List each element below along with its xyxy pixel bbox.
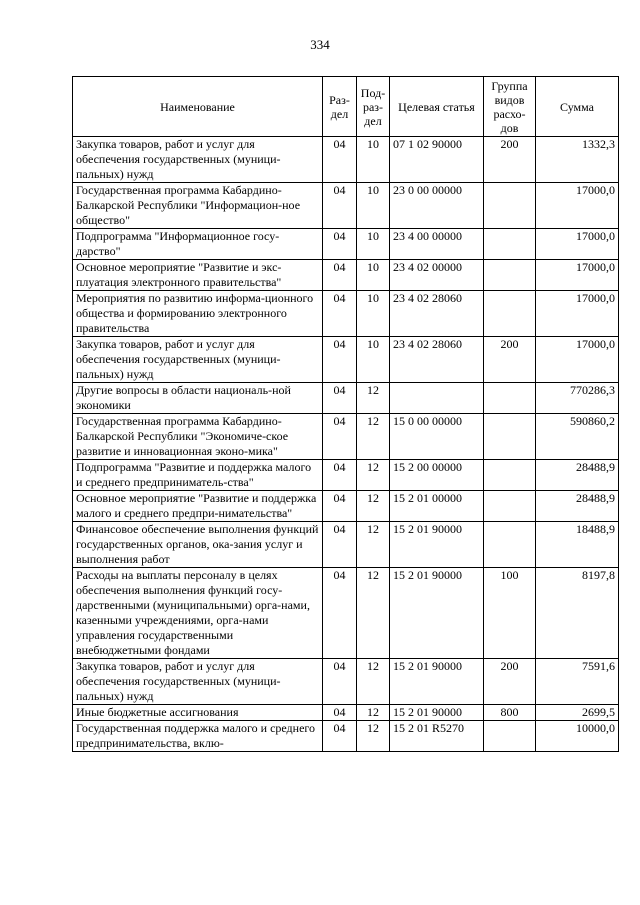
cell-subsection: 10 — [357, 229, 390, 260]
cell-article: 15 2 01 R5270 — [390, 721, 484, 752]
table-row — [73, 383, 619, 414]
cell-amount: 2699,5 — [536, 705, 619, 721]
cell-subsection: 12 — [357, 491, 390, 522]
cell-name: Государственная программа Кабардино-Балкарской Республики "Экономиче-ское развитие и инновационная эконо-мика" — [73, 414, 323, 460]
cell-article: 07 1 02 90000 — [390, 137, 484, 183]
header-name: Наименование — [73, 77, 323, 137]
cell-subsection: 10 — [357, 337, 390, 383]
cell-section: 04 — [323, 291, 357, 337]
cell-article — [390, 383, 484, 414]
cell-group — [484, 383, 536, 414]
cell-name: Государственная программа Кабардино-Балкарской Республики "Информацион-ное общество" — [73, 183, 323, 229]
cell-name: Закупка товаров, работ и услуг для обеспечения государственных (муници-пальных) нужд — [73, 337, 323, 383]
cell-article: 15 0 00 00000 — [390, 414, 484, 460]
header-section: Раз-дел — [323, 77, 357, 137]
budget-table — [72, 76, 619, 752]
cell-name: Иные бюджетные ассигнования — [73, 705, 323, 721]
cell-subsection: 12 — [357, 568, 390, 659]
header-target-article: Целевая статья — [390, 77, 484, 137]
cell-section: 04 — [323, 383, 357, 414]
cell-amount: 770286,3 — [536, 383, 619, 414]
cell-section: 04 — [323, 137, 357, 183]
cell-section: 04 — [323, 491, 357, 522]
cell-amount: 17000,0 — [536, 229, 619, 260]
cell-amount: 28488,9 — [536, 491, 619, 522]
cell-name: Подпрограмма "Информационное госу-дарство" — [73, 229, 323, 260]
cell-group: 800 — [484, 705, 536, 721]
cell-group: 200 — [484, 137, 536, 183]
cell-group — [484, 183, 536, 229]
cell-subsection: 12 — [357, 383, 390, 414]
cell-amount: 17000,0 — [536, 183, 619, 229]
cell-group — [484, 260, 536, 291]
cell-section: 04 — [323, 229, 357, 260]
cell-amount: 28488,9 — [536, 460, 619, 491]
cell-subsection: 10 — [357, 137, 390, 183]
cell-amount: 17000,0 — [536, 337, 619, 383]
cell-amount: 17000,0 — [536, 291, 619, 337]
cell-name: Другие вопросы в области националь-ной экономики — [73, 383, 323, 414]
cell-name: Основное мероприятие "Развитие и поддержка малого и среднего предпри-нимательства" — [73, 491, 323, 522]
cell-group — [484, 414, 536, 460]
cell-section: 04 — [323, 183, 357, 229]
cell-subsection: 12 — [357, 721, 390, 752]
cell-section: 04 — [323, 414, 357, 460]
cell-group — [484, 522, 536, 568]
cell-group: 200 — [484, 337, 536, 383]
table-row — [73, 721, 619, 752]
table-row — [73, 337, 619, 383]
cell-subsection: 12 — [357, 522, 390, 568]
cell-subsection: 12 — [357, 705, 390, 721]
cell-article: 15 2 01 90000 — [390, 659, 484, 705]
table-row — [73, 291, 619, 337]
table-row — [73, 659, 619, 705]
cell-group — [484, 721, 536, 752]
table-row — [73, 460, 619, 491]
cell-article: 23 4 02 00000 — [390, 260, 484, 291]
cell-section: 04 — [323, 337, 357, 383]
cell-subsection: 10 — [357, 260, 390, 291]
cell-group: 200 — [484, 659, 536, 705]
cell-name: Государственная поддержка малого и среднего предпринимательства, вклю- — [73, 721, 323, 752]
cell-section: 04 — [323, 522, 357, 568]
cell-name: Мероприятия по развитию информа-ционного общества и формированию электронного правительства — [73, 291, 323, 337]
cell-article: 15 2 01 00000 — [390, 491, 484, 522]
header-subsection: Под-раз-дел — [357, 77, 390, 137]
cell-subsection: 10 — [357, 291, 390, 337]
cell-amount: 17000,0 — [536, 260, 619, 291]
table-row — [73, 229, 619, 260]
cell-name: Основное мероприятие "Развитие и экс-плуатация электронного правительства" — [73, 260, 323, 291]
cell-amount: 10000,0 — [536, 721, 619, 752]
cell-section: 04 — [323, 460, 357, 491]
cell-article: 23 4 02 28060 — [390, 337, 484, 383]
table-header-row — [73, 77, 619, 137]
cell-article: 23 0 00 00000 — [390, 183, 484, 229]
cell-group — [484, 229, 536, 260]
cell-subsection: 12 — [357, 659, 390, 705]
cell-name: Закупка товаров, работ и услуг для обеспечения государственных (муници-пальных) нужд — [73, 137, 323, 183]
cell-subsection: 12 — [357, 460, 390, 491]
cell-article: 15 2 01 90000 — [390, 705, 484, 721]
cell-name: Финансовое обеспечение выполнения функций государственных органов, ока-зания услуг и выполнения работ — [73, 522, 323, 568]
cell-section: 04 — [323, 568, 357, 659]
cell-section: 04 — [323, 260, 357, 291]
cell-subsection: 10 — [357, 183, 390, 229]
table-row — [73, 260, 619, 291]
table-row — [73, 183, 619, 229]
cell-subsection: 12 — [357, 414, 390, 460]
table-row — [73, 522, 619, 568]
header-amount: Сумма — [536, 77, 619, 137]
table-row — [73, 568, 619, 659]
cell-group — [484, 491, 536, 522]
page-number: 334 — [310, 37, 330, 52]
cell-article: 15 2 01 90000 — [390, 568, 484, 659]
table-row — [73, 491, 619, 522]
cell-amount: 7591,6 — [536, 659, 619, 705]
cell-amount: 1332,3 — [536, 137, 619, 183]
cell-article: 15 2 01 90000 — [390, 522, 484, 568]
header-expense-group: Группа видов расхо-дов — [484, 77, 536, 137]
cell-article: 23 4 02 28060 — [390, 291, 484, 337]
cell-name: Подпрограмма "Развитие и поддержка малого и среднего предприниматель-ства" — [73, 460, 323, 491]
cell-article: 23 4 00 00000 — [390, 229, 484, 260]
cell-amount: 8197,8 — [536, 568, 619, 659]
cell-group: 100 — [484, 568, 536, 659]
cell-name: Расходы на выплаты персоналу в целях обеспечения выполнения функций госу-дарственными (муниципальными) орга-нами, казенными учреждениями, орга-нами управления государственными внебюджетными фондами — [73, 568, 323, 659]
cell-section: 04 — [323, 705, 357, 721]
cell-group — [484, 291, 536, 337]
cell-section: 04 — [323, 721, 357, 752]
cell-amount: 18488,9 — [536, 522, 619, 568]
cell-section: 04 — [323, 659, 357, 705]
cell-name: Закупка товаров, работ и услуг для обеспечения государственных (муници-пальных) нужд — [73, 659, 323, 705]
table-row — [73, 414, 619, 460]
cell-amount: 590860,2 — [536, 414, 619, 460]
cell-group — [484, 460, 536, 491]
table-row — [73, 137, 619, 183]
cell-article: 15 2 00 00000 — [390, 460, 484, 491]
table-row — [73, 705, 619, 721]
